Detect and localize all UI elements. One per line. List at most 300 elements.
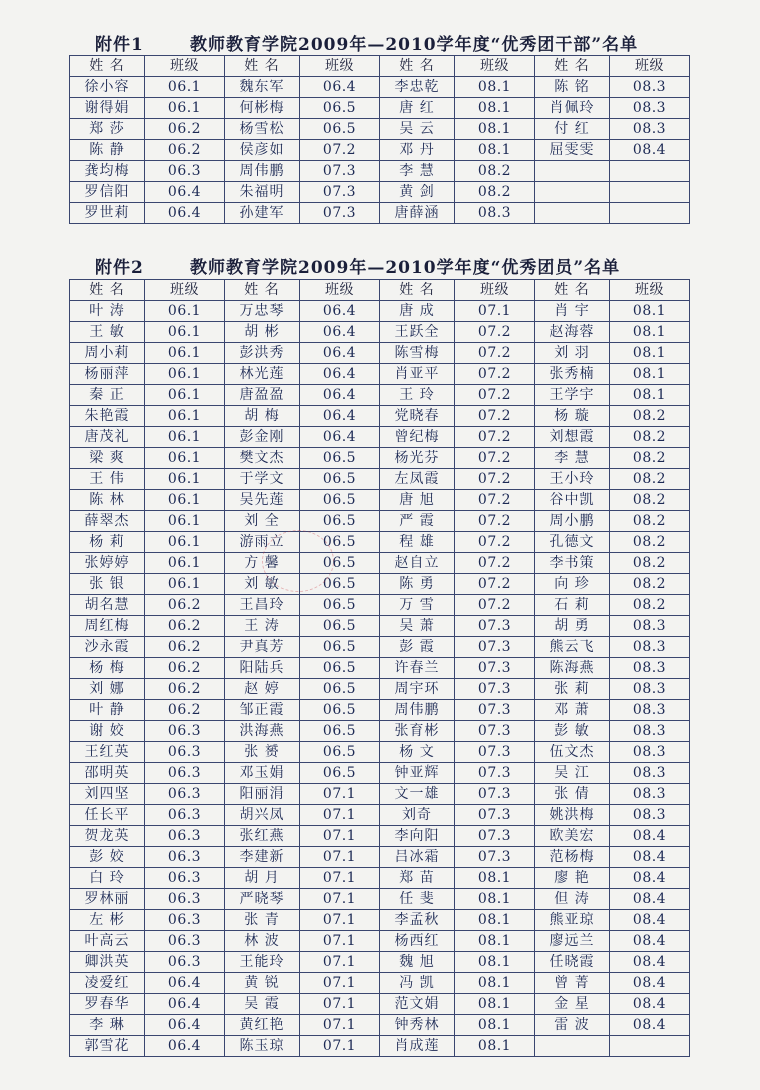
class-cell: 07.1 [300,847,380,868]
header-class: 班级 [455,280,535,301]
class-cell: 08.2 [610,553,690,574]
student-name-cell: 文一雄 [380,784,455,805]
class-cell: 07.1 [300,1036,380,1057]
student-name-cell: 梁 爽 [70,448,145,469]
class-cell: 08.4 [610,826,690,847]
appendix1-title-bar [95,30,715,55]
student-name-cell: 魏东军 [225,77,300,98]
table-row [70,847,690,868]
student-name-cell: 严晓琴 [225,889,300,910]
class-cell: 08.1 [455,994,535,1015]
class-cell: 08.1 [455,1036,535,1057]
class-cell: 08.3 [610,616,690,637]
student-name-cell: 熊云飞 [535,637,610,658]
class-cell: 07.2 [455,553,535,574]
student-name-cell: 于学文 [225,469,300,490]
class-cell: 07.3 [300,161,380,182]
table-row [70,553,690,574]
table-row [70,784,690,805]
student-name-cell: 屈雯雯 [535,140,610,161]
class-cell: 07.3 [455,826,535,847]
class-cell: 08.1 [610,322,690,343]
student-name-cell: 叶 静 [70,700,145,721]
class-cell: 08.2 [455,182,535,203]
student-name-cell: 唐茂礼 [70,427,145,448]
student-name-cell: 胡兴凤 [225,805,300,826]
student-name-cell: 贺龙英 [70,826,145,847]
student-name-cell: 万忠琴 [225,301,300,322]
student-name-cell: 谷中凯 [535,490,610,511]
student-name-cell: 杨西红 [380,931,455,952]
class-cell: 08.3 [610,77,690,98]
student-name-cell: 阳陆兵 [225,658,300,679]
class-cell: 07.2 [455,385,535,406]
student-name-cell: 付 红 [535,119,610,140]
class-cell: 06.1 [145,385,225,406]
class-cell: 06.4 [145,203,225,224]
class-cell: 06.3 [145,847,225,868]
student-name-cell: 朱福明 [225,182,300,203]
class-cell: 06.5 [300,511,380,532]
appendix1-label: 附件1 [95,35,144,55]
student-name-cell: 冯 凯 [380,973,455,994]
class-cell: 07.2 [455,490,535,511]
class-cell: 07.2 [455,448,535,469]
student-name-cell: 黄 剑 [380,182,455,203]
student-name-cell: 黄 锐 [225,973,300,994]
class-cell: 08.2 [610,448,690,469]
table-row [70,616,690,637]
class-cell: 08.1 [455,910,535,931]
student-name-cell: 胡 勇 [535,616,610,637]
table-row [70,658,690,679]
class-cell: 07.3 [455,616,535,637]
class-cell: 06.4 [300,343,380,364]
class-cell: 06.1 [145,322,225,343]
student-name-cell: 吴 萧 [380,616,455,637]
student-name-cell: 张 赟 [225,742,300,763]
student-name-cell: 严 霞 [380,511,455,532]
student-name-cell: 任 斐 [380,889,455,910]
student-name-cell: 陈 林 [70,490,145,511]
class-cell: 06.5 [300,637,380,658]
header-row [70,56,690,77]
class-cell: 06.5 [300,448,380,469]
student-name-cell: 杨光芬 [380,448,455,469]
student-name-cell: 李忠乾 [380,77,455,98]
student-name-cell: 阳丽涓 [225,784,300,805]
class-cell: 07.2 [455,469,535,490]
class-cell: 08.3 [610,784,690,805]
student-name-cell: 吴先莲 [225,490,300,511]
class-cell: 06.1 [145,532,225,553]
table-row [70,322,690,343]
student-name-cell: 邓玉娟 [225,763,300,784]
class-cell: 06.1 [145,364,225,385]
table-row [70,1036,690,1057]
student-name-cell: 游雨立 [225,532,300,553]
table-row [70,511,690,532]
appendix2-title: 教师教育学院2009年—2010学年度“优秀团员”名单 [190,258,621,278]
class-cell: 06.3 [145,910,225,931]
class-cell: 06.2 [145,140,225,161]
student-name-cell: 王学宇 [535,385,610,406]
class-cell: 07.3 [455,742,535,763]
table-row [70,805,690,826]
header-name: 姓 名 [535,56,610,77]
student-name-cell: 王红英 [70,742,145,763]
class-cell: 06.1 [145,511,225,532]
class-cell: 08.3 [610,658,690,679]
student-name-cell: 张育彬 [380,721,455,742]
table-row [70,952,690,973]
table-row [70,826,690,847]
class-cell: 06.2 [145,595,225,616]
class-cell: 06.5 [300,658,380,679]
student-name-cell: 彭 姣 [70,847,145,868]
student-name-cell: 肖佩玲 [535,98,610,119]
table-row [70,364,690,385]
student-name-cell: 杨丽萍 [70,364,145,385]
header-class: 班级 [610,56,690,77]
class-cell: 08.2 [455,161,535,182]
class-cell: 06.1 [145,448,225,469]
class-cell: 07.3 [455,658,535,679]
table-row [70,910,690,931]
student-name-cell: 胡名慧 [70,595,145,616]
student-name-cell: 杨 璇 [535,406,610,427]
student-name-cell: 陈 铭 [535,77,610,98]
class-cell [610,161,690,182]
header-class: 班级 [610,280,690,301]
class-cell: 08.1 [455,140,535,161]
student-name-cell: 姚洪梅 [535,805,610,826]
class-cell: 08.1 [610,343,690,364]
student-name-cell: 叶 涛 [70,301,145,322]
table-row [70,700,690,721]
student-name-cell: 郭雪花 [70,1036,145,1057]
class-cell: 07.1 [300,889,380,910]
class-cell: 08.1 [455,952,535,973]
class-cell: 07.1 [300,826,380,847]
class-cell: 08.3 [610,119,690,140]
header-class: 班级 [455,56,535,77]
class-cell: 07.2 [455,532,535,553]
class-cell: 07.3 [300,182,380,203]
class-cell: 06.3 [145,868,225,889]
class-cell: 08.3 [610,637,690,658]
class-cell: 07.1 [300,931,380,952]
header-class: 班级 [300,56,380,77]
student-name-cell: 孔德文 [535,532,610,553]
student-name-cell: 赵海蓉 [535,322,610,343]
table-row [70,427,690,448]
class-cell: 06.2 [145,679,225,700]
class-cell: 07.3 [300,203,380,224]
header-name: 姓 名 [225,280,300,301]
student-name-cell: 李书策 [535,553,610,574]
student-name-cell: 凌爱红 [70,973,145,994]
class-cell: 08.4 [610,1015,690,1036]
student-name-cell: 谢得娟 [70,98,145,119]
class-cell: 08.3 [610,679,690,700]
student-name-cell: 唐 旭 [380,490,455,511]
student-name-cell: 李 琳 [70,1015,145,1036]
student-name-cell: 张 倩 [535,784,610,805]
class-cell: 07.2 [455,574,535,595]
class-cell: 08.4 [610,952,690,973]
table-row [70,574,690,595]
student-name-cell: 孙建军 [225,203,300,224]
class-cell: 08.3 [610,742,690,763]
class-cell: 07.2 [455,511,535,532]
class-cell: 07.3 [455,805,535,826]
student-name-cell: 魏 旭 [380,952,455,973]
student-name-cell: 曾 菁 [535,973,610,994]
class-cell: 08.2 [610,511,690,532]
student-name-cell: 朱艳霞 [70,406,145,427]
student-name-cell: 陈雪梅 [380,343,455,364]
class-cell: 07.2 [455,322,535,343]
student-name-cell: 彭洪秀 [225,343,300,364]
class-cell: 06.2 [145,658,225,679]
class-cell: 08.4 [610,868,690,889]
student-name-cell: 肖亚平 [380,364,455,385]
student-name-cell: 邵明英 [70,763,145,784]
class-cell [610,1036,690,1057]
class-cell: 08.2 [610,427,690,448]
table-row [70,595,690,616]
student-name-cell: 王 伟 [70,469,145,490]
class-cell: 08.1 [455,1015,535,1036]
class-cell: 08.3 [610,763,690,784]
student-name-cell: 刘 全 [225,511,300,532]
table-row [70,637,690,658]
table-row [70,763,690,784]
class-cell: 07.2 [455,364,535,385]
student-name-cell: 周宇环 [380,679,455,700]
student-name-cell: 吴 霞 [225,994,300,1015]
student-name-cell: 林 波 [225,931,300,952]
table-row [70,98,690,119]
student-name-cell: 周小鹏 [535,511,610,532]
student-name-cell: 何彬梅 [225,98,300,119]
student-name-cell: 金 星 [535,994,610,1015]
table-row [70,343,690,364]
class-cell: 06.3 [145,784,225,805]
class-cell: 07.3 [455,847,535,868]
student-name-cell: 叶高云 [70,931,145,952]
class-cell: 08.1 [610,385,690,406]
class-cell: 06.4 [300,385,380,406]
class-cell: 06.4 [300,322,380,343]
table-row [70,77,690,98]
student-name-cell: 杨雪松 [225,119,300,140]
student-name-cell: 罗信阳 [70,182,145,203]
student-name-cell: 左 彬 [70,910,145,931]
table-row [70,931,690,952]
class-cell: 08.1 [455,931,535,952]
student-name-cell: 罗世莉 [70,203,145,224]
student-name-cell: 伍文杰 [535,742,610,763]
class-cell: 08.2 [610,574,690,595]
student-name-cell: 张秀楠 [535,364,610,385]
student-name-cell: 李孟秋 [380,910,455,931]
class-cell: 07.1 [300,868,380,889]
class-cell: 06.5 [300,700,380,721]
class-cell [610,203,690,224]
student-name-cell: 熊亚琼 [535,910,610,931]
table-row [70,889,690,910]
student-name-cell: 林光莲 [225,364,300,385]
class-cell: 06.4 [145,1015,225,1036]
class-cell: 06.1 [145,343,225,364]
student-name-cell: 范杨梅 [535,847,610,868]
class-cell: 06.1 [145,574,225,595]
student-name-cell: 李建新 [225,847,300,868]
student-name-cell: 许春兰 [380,658,455,679]
student-name-cell: 周红梅 [70,616,145,637]
student-name-cell: 任长平 [70,805,145,826]
student-name-cell: 吴 云 [380,119,455,140]
table-row [70,973,690,994]
class-cell: 08.2 [610,406,690,427]
student-name-cell: 党晓春 [380,406,455,427]
header-name: 姓 名 [70,56,145,77]
student-name-cell: 彭 霞 [380,637,455,658]
student-name-cell: 胡 彬 [225,322,300,343]
class-cell: 08.1 [455,77,535,98]
student-name-cell: 张婷婷 [70,553,145,574]
header-name: 姓 名 [380,56,455,77]
class-cell: 06.3 [145,742,225,763]
student-name-cell: 向 珍 [535,574,610,595]
student-name-cell: 樊文杰 [225,448,300,469]
student-name-cell: 钟秀林 [380,1015,455,1036]
class-cell: 08.4 [610,973,690,994]
student-name-cell: 彭 敏 [535,721,610,742]
class-cell: 06.5 [300,763,380,784]
student-name-cell: 陈玉琼 [225,1036,300,1057]
class-cell: 06.5 [300,553,380,574]
class-cell: 08.2 [610,595,690,616]
class-cell: 07.2 [455,427,535,448]
class-cell: 07.2 [300,140,380,161]
student-name-cell: 李 慧 [535,448,610,469]
student-name-cell: 胡 月 [225,868,300,889]
table-row [70,469,690,490]
table-row [70,532,690,553]
class-cell: 06.5 [300,98,380,119]
class-cell: 07.1 [300,805,380,826]
class-cell: 07.3 [455,763,535,784]
student-name-cell: 张 青 [225,910,300,931]
student-name-cell: 刘 娜 [70,679,145,700]
student-name-cell: 陈海燕 [535,658,610,679]
table-row [70,448,690,469]
class-cell: 08.1 [455,868,535,889]
student-name-cell: 龚均梅 [70,161,145,182]
student-name-cell: 张 银 [70,574,145,595]
class-cell: 07.3 [455,700,535,721]
table-row [70,742,690,763]
class-cell: 06.5 [300,679,380,700]
class-cell: 08.1 [610,364,690,385]
class-cell: 06.4 [145,1036,225,1057]
student-name-cell: 洪海燕 [225,721,300,742]
table-row [70,182,690,203]
student-name-cell [535,182,610,203]
table-row [70,994,690,1015]
student-name-cell: 邓 丹 [380,140,455,161]
student-name-cell: 杨 莉 [70,532,145,553]
class-cell: 06.4 [300,406,380,427]
class-cell: 07.1 [300,784,380,805]
table-row [70,1015,690,1036]
student-name-cell: 范文娟 [380,994,455,1015]
student-name-cell: 周小莉 [70,343,145,364]
student-name-cell: 王跃全 [380,322,455,343]
student-name-cell: 吕冰霜 [380,847,455,868]
class-cell: 06.1 [145,469,225,490]
class-cell: 06.1 [145,427,225,448]
appendix2-title-bar [95,253,715,278]
class-cell: 06.1 [145,98,225,119]
student-name-cell: 王昌玲 [225,595,300,616]
student-name-cell: 廖 艳 [535,868,610,889]
class-cell: 07.3 [455,637,535,658]
table-row [70,301,690,322]
student-name-cell: 侯彦如 [225,140,300,161]
class-cell: 08.4 [610,847,690,868]
student-name-cell: 刘想霞 [535,427,610,448]
student-name-cell: 秦 正 [70,385,145,406]
student-name-cell: 王 敏 [70,322,145,343]
class-cell: 06.5 [300,721,380,742]
student-name-cell: 赵 婷 [225,679,300,700]
class-cell: 07.3 [455,784,535,805]
class-cell: 06.2 [145,700,225,721]
table-row [70,868,690,889]
class-cell: 08.3 [610,721,690,742]
student-name-cell: 李向阳 [380,826,455,847]
outstanding-cadres-table [69,55,690,224]
class-cell: 06.2 [145,119,225,140]
student-name-cell: 邹正霞 [225,700,300,721]
class-cell: 06.1 [145,77,225,98]
class-cell: 08.1 [610,301,690,322]
student-name-cell: 黄红艳 [225,1015,300,1036]
class-cell: 08.2 [610,490,690,511]
class-cell: 06.5 [300,119,380,140]
student-name-cell: 王 涛 [225,616,300,637]
class-cell: 06.1 [145,406,225,427]
student-name-cell: 唐薛涵 [380,203,455,224]
student-name-cell: 罗春华 [70,994,145,1015]
header-class: 班级 [300,280,380,301]
class-cell: 06.5 [300,616,380,637]
student-name-cell: 陈 静 [70,140,145,161]
student-name-cell: 任晓霞 [535,952,610,973]
class-cell: 06.2 [145,637,225,658]
student-name-cell: 胡 梅 [225,406,300,427]
student-name-cell: 万 雪 [380,595,455,616]
class-cell: 08.4 [610,889,690,910]
table-row [70,203,690,224]
student-name-cell: 陈 勇 [380,574,455,595]
student-name-cell: 吴 江 [535,763,610,784]
student-name-cell: 杨 梅 [70,658,145,679]
